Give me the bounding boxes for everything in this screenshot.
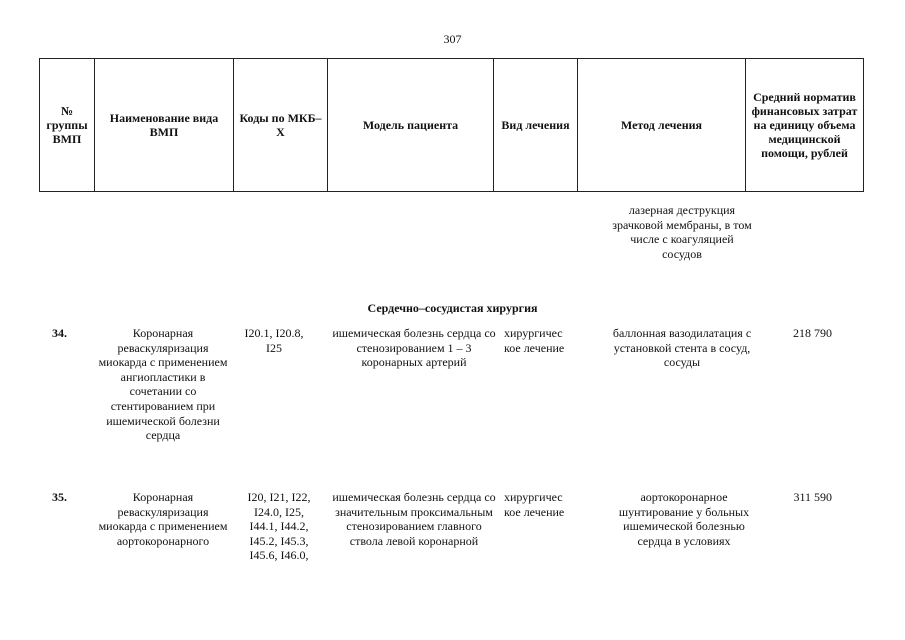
row-icd-codes: I20, I21, I22, I24.0, I25, I44.1, I44.2, I45.2, I45.3, I45.6, I46.0, xyxy=(247,490,311,563)
row-patient-model: ишемическая болезнь сердца со значительным проксимальным стенозированием главного ствола левой коронарной xyxy=(332,490,496,548)
header-treatment-method: Метод лечения xyxy=(578,59,746,192)
row-avg-cost: 218 790 xyxy=(793,326,832,340)
table-header xyxy=(39,58,864,192)
row-avg-cost: 311 590 xyxy=(793,490,832,504)
header-group-no: № группы ВМП xyxy=(40,59,95,192)
header-patient-model: Модель пациента xyxy=(328,59,494,192)
row-treatment-method: баллонная вазодилатация с установкой стента в сосуд, сосуды xyxy=(612,326,752,370)
row-icd-codes: I20.1, I20.8, I25 xyxy=(244,326,304,355)
header-avg-cost: Средний норматив финансовых затрат на единицу объема медицинской помощи, рублей xyxy=(746,59,864,192)
header-treatment-type: Вид лечения xyxy=(494,59,578,192)
row-number: 34. xyxy=(52,326,67,340)
row-number: 35. xyxy=(52,490,67,504)
row-treatment-type: хирургичес кое лечение xyxy=(504,490,565,519)
row-treatment-type: хирургичес кое лечение xyxy=(504,326,565,355)
row-treatment-method: аортокоронарное шунтирование у больных ишемической болезнью сердца в условиях xyxy=(618,490,750,548)
row-patient-model: ишемическая болезнь сердца со стенозированием 1 – 3 коронарных артерий xyxy=(332,326,496,370)
continued-method-cell: лазерная деструкция зрачковой мембраны, в том числе с коагуляцией сосудов xyxy=(612,203,752,261)
header-icd-codes: Коды по МКБ–X xyxy=(234,59,328,192)
page-number: 307 xyxy=(443,32,462,46)
header-vmp-name: Наименование вида ВМП xyxy=(95,59,234,192)
row-vmp-name: Коронарная реваскуляризация миокарда с применением аортокоронарного xyxy=(98,490,228,548)
row-vmp-name: Коронарная реваскуляризация миокарда с применением ангиопластики в сочетании со стентированием при ишемической болезни сердца xyxy=(98,326,228,443)
section-title: Сердечно–сосудистая хирургия xyxy=(367,301,538,315)
